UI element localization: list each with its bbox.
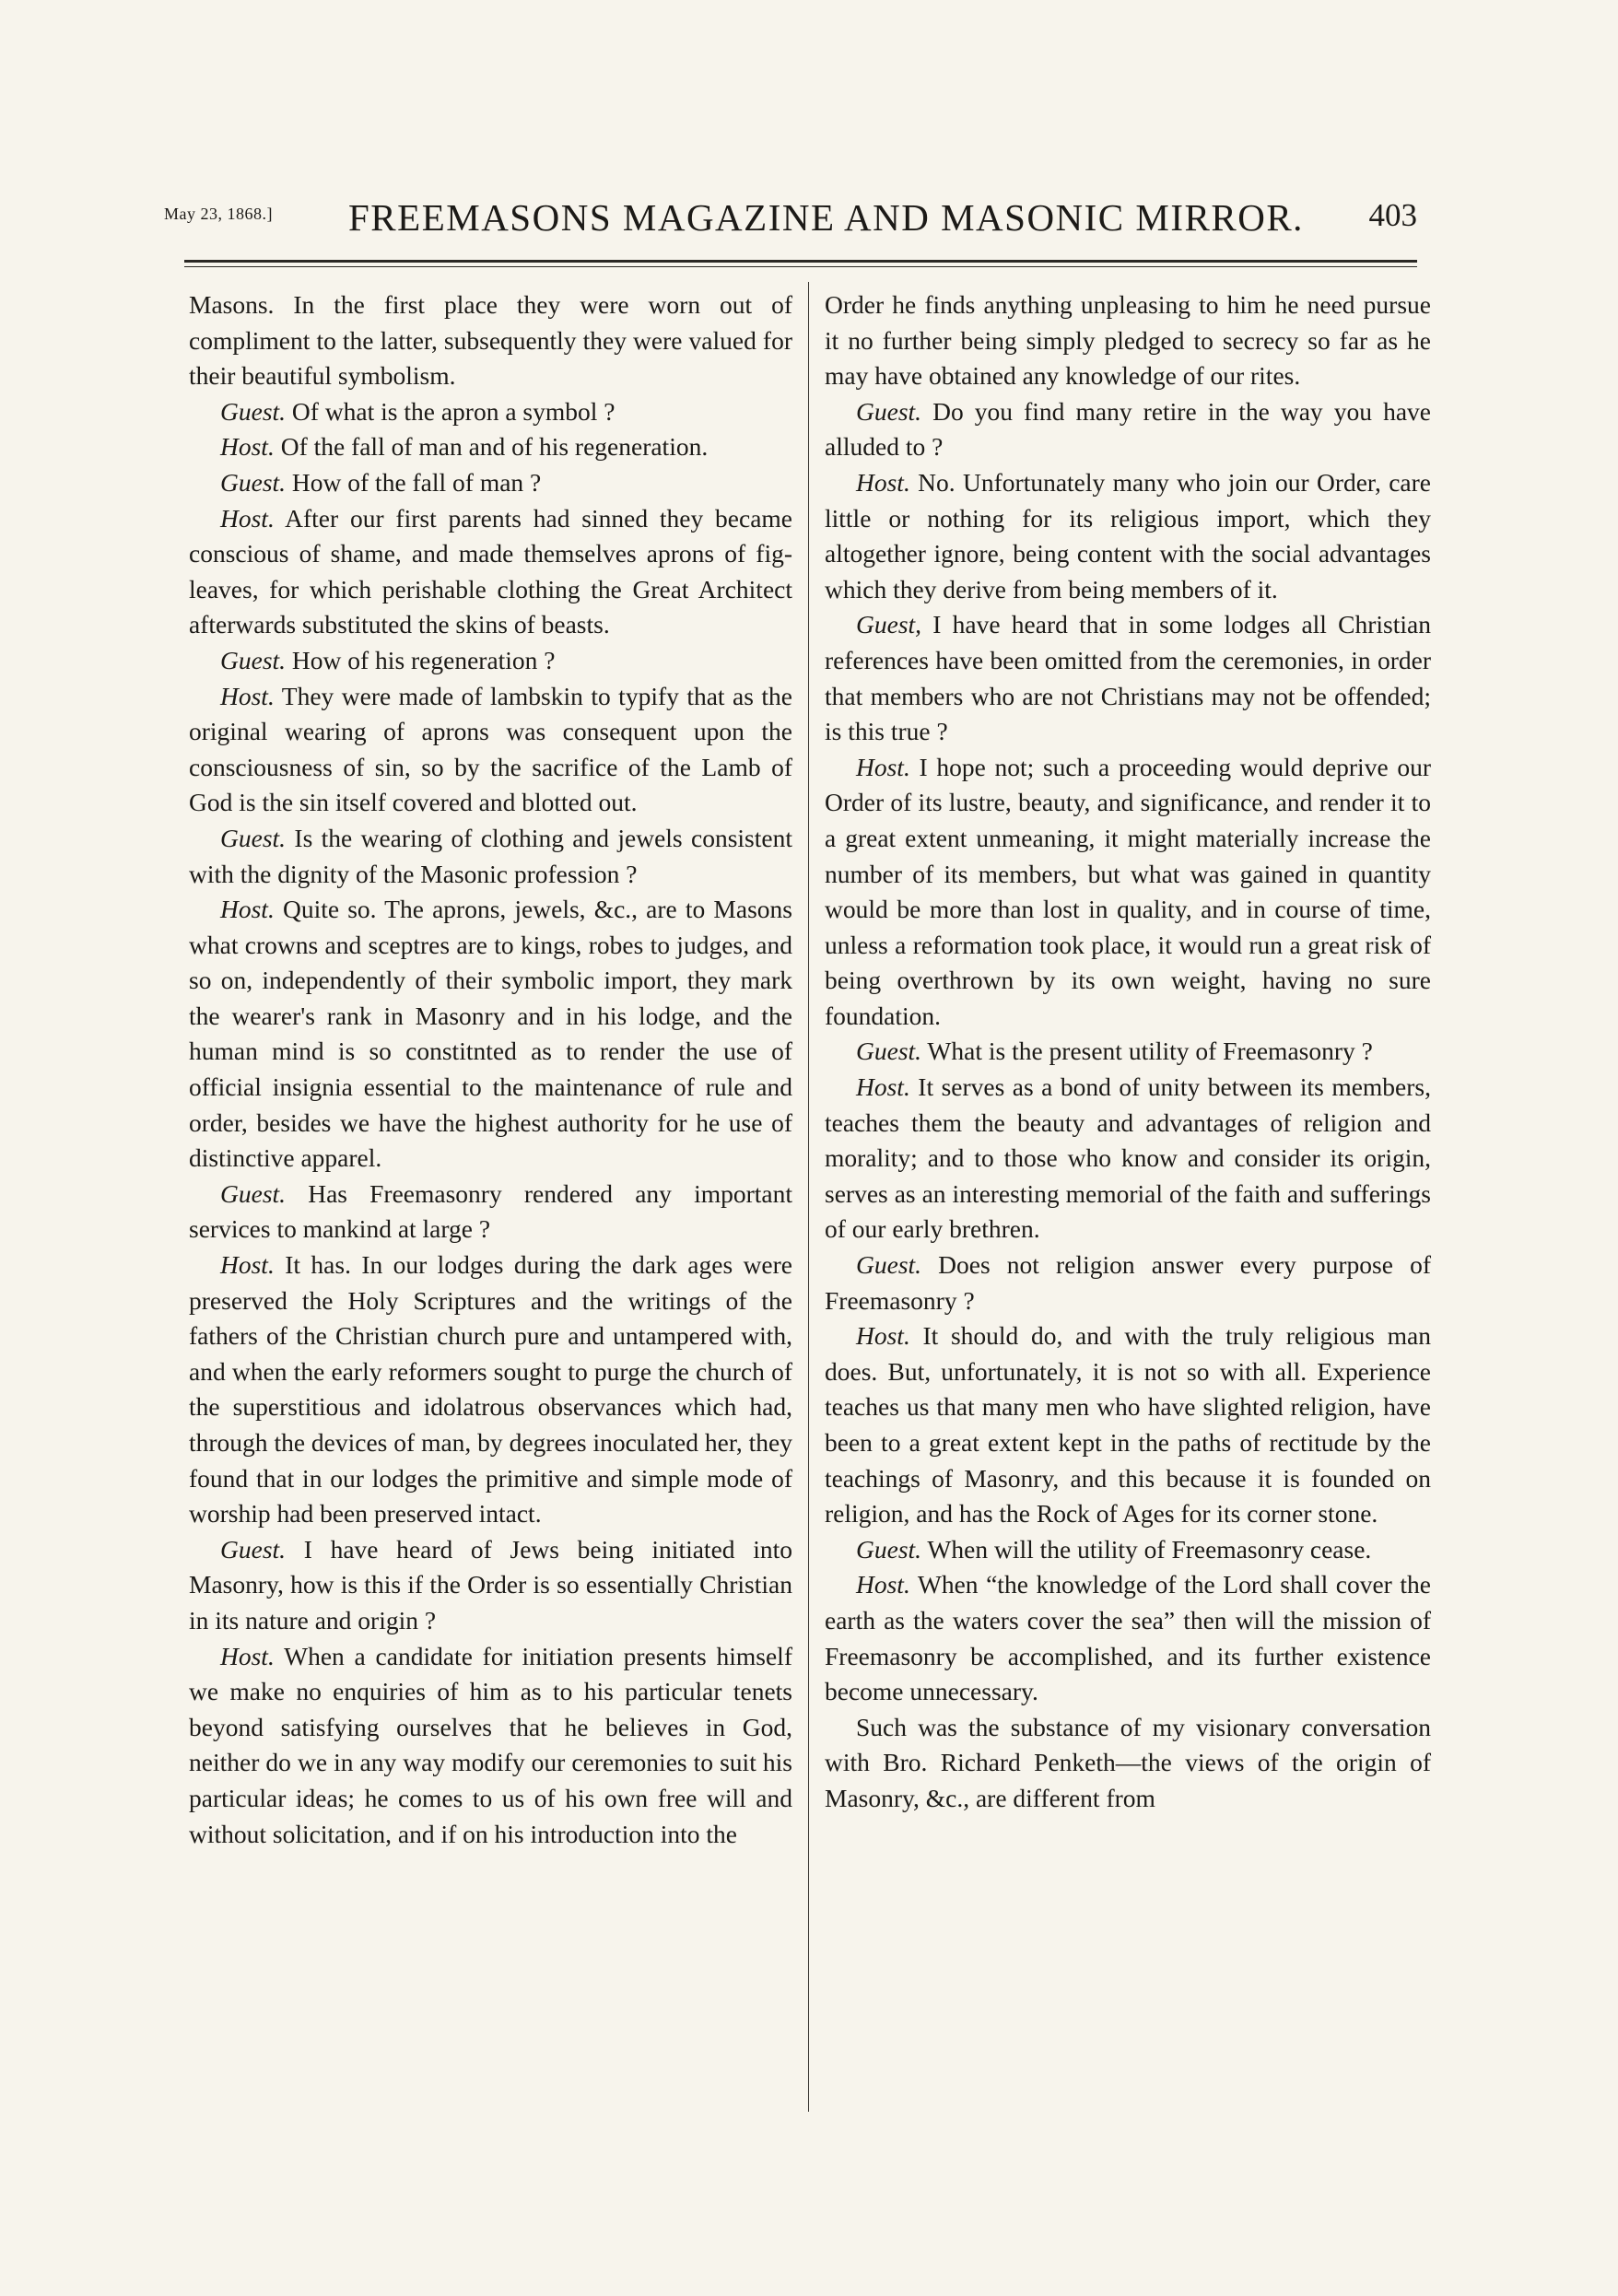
column-divider <box>808 282 809 2112</box>
dialogue-paragraph <box>189 1532 792 1639</box>
dialogue-paragraph <box>189 429 792 465</box>
paragraph-text: Of what is the apron a symbol ? <box>286 396 616 426</box>
dialogue-paragraph <box>825 465 1431 607</box>
speaker-label: Host. <box>856 1570 910 1599</box>
speaker-label: Guest, <box>856 610 922 639</box>
paragraph-text: It has. In our lodges during the dark ages were preserved the Holy Scriptures and the writings of the fathers of the Christian church pure and untampered with, and when the early reformers sought to purge the church of the superstitious and idolatrous observances which had, through the devices of man, by degrees inoculated her, they found that in our lodges the primitive and simple mode of worship had been preserved intact. <box>189 1250 792 1529</box>
dialogue-paragraph <box>825 394 1431 465</box>
page-header <box>164 195 1417 251</box>
dialogue-paragraph <box>825 1532 1431 1568</box>
paragraph-text: When will the utility of Freemasonry cease. <box>921 1534 1372 1564</box>
speaker-label: Guest. <box>220 1534 287 1564</box>
dialogue-paragraph <box>825 1248 1431 1318</box>
dialogue-paragraph <box>189 394 792 430</box>
left-column <box>189 287 792 1852</box>
paragraph-text: Of the fall of man and of his regeneration. <box>274 432 709 462</box>
speaker-label: Guest. <box>856 1534 922 1564</box>
speaker-label: Guest. <box>856 396 922 426</box>
speaker-label: Host. <box>220 681 275 710</box>
speaker-label: Host. <box>856 752 910 781</box>
dialogue-paragraph <box>189 287 792 394</box>
paragraph-text: When a candidate for initiation presents himself we make no enquiries of him as to his particular tenets beyond satisfying ourselves that he believes in God, neither do we in any way modify our ceremonies to suit his particular ideas; he comes to us of his own free will and without solicitation, and if on his introduction into the <box>189 1641 792 1848</box>
speaker-label: Host. <box>220 503 275 533</box>
dialogue-paragraph <box>825 287 1431 394</box>
dialogue-paragraph <box>825 1710 1431 1817</box>
paragraph-text: How of the fall of man ? <box>286 467 542 497</box>
speaker-label: Guest. <box>220 823 287 852</box>
speaker-label: Host. <box>220 432 275 462</box>
paragraph-text: They were made of lambskin to typify that as the original wearing of aprons was consequent upon the consciousness of sin, so by the sacrifice of the Lamb of God is the sin itself covered and blotted out. <box>189 681 792 817</box>
paragraph-text: After our first parents had sinned they became conscious of shame, and made themselves aprons of fig-leaves, for which perishable clothing the Great Architect afterwards substituted the skins of beasts. <box>189 503 792 639</box>
dialogue-paragraph <box>189 1248 792 1532</box>
paragraph-text: I have heard that in some lodges all Christian references have been omitted from the ceremonies, in order that members who are not Christians may not be offended; is this true ? <box>825 610 1431 746</box>
speaker-label: Guest. <box>856 1250 922 1280</box>
speaker-label: Host. <box>856 1072 910 1102</box>
speaker-label: Guest. <box>220 467 287 497</box>
paragraph-text: It serves as a bond of unity between its members, teaches them the beauty and advantages of religion and morality; and to those who know and consider its origin, serves as an interesting memorial of the faith and sufferings of our early brethren. <box>825 1072 1431 1244</box>
paragraph-text: Do you find many retire in the way you have alluded to ? <box>825 396 1431 462</box>
dialogue-paragraph <box>189 465 792 501</box>
paragraph-text: Quite so. The aprons, jewels, &c., are to Masons what crowns and sceptres are to kings, robes to judges, and so on, independently of their symbolic import, they mark the wearer's rank in Masonry and in his lodge, and the human mind is so constitnted as to render the use of official insignia essential to the maintenance of rule and order, besides we have the highest authority for he use of distinctive apparel. <box>189 895 792 1173</box>
paragraph-text: How of his regeneration ? <box>286 645 556 674</box>
dialogue-paragraph <box>189 679 792 821</box>
paragraph-text: Masons. In the first place they were worn out of compliment to the latter, subsequently they were valued for their beautiful symbolism. <box>189 290 792 391</box>
header-rule-thick <box>184 260 1417 263</box>
paragraph-text: Does not religion answer every purpose of Freemasonry ? <box>825 1250 1431 1315</box>
paragraph-text: I hope not; such a proceeding would deprive our Order of its lustre, beauty, and significance, and render it to a great extent unmeaning, it might materially increase the number of its members, but what was gained in quantity would be more than lost in quality, and in course of time, unless a reformation took place, it would run a great risk of being overthrown by its own weight, having no sure foundation. <box>825 752 1431 1030</box>
speaker-label: Host. <box>856 467 910 497</box>
right-column <box>825 287 1431 1817</box>
paragraph-text: Has Freemasonry rendered any important services to mankind at large ? <box>189 1178 792 1244</box>
speaker-label: Host. <box>856 1321 910 1351</box>
dialogue-paragraph <box>189 1177 792 1248</box>
dialogue-paragraph <box>189 821 792 892</box>
paragraph-text: Order he finds anything unpleasing to him he need pursue it no further being simply pledged to secrecy so far as he may have obtained any knowledge of our rites. <box>825 290 1431 391</box>
paragraph-text: Such was the substance of my visionary conversation with Bro. Richard Penketh—the views of the origin of Masonry, &c., are different from <box>825 1712 1431 1812</box>
speaker-label: Guest. <box>220 645 287 674</box>
dialogue-paragraph <box>825 1567 1431 1709</box>
page-number: 403 <box>1368 197 1417 233</box>
speaker-label: Guest. <box>220 396 287 426</box>
paragraph-text: Is the wearing of clothing and jewels consistent with the dignity of the Masonic profession ? <box>189 823 792 888</box>
speaker-label: Host. <box>220 1250 275 1280</box>
speaker-label: Guest. <box>856 1037 922 1066</box>
speaker-label: Host. <box>220 895 275 924</box>
issue-date: May 23, 1868.] <box>164 205 273 223</box>
dialogue-paragraph <box>825 1318 1431 1532</box>
paragraph-text: I have heard of Jews being initiated into Masonry, how is this if the Order is so essentially Christian in its nature and origin ? <box>189 1534 792 1634</box>
paragraph-text: No. Unfortunately many who join our Order, care little or nothing for its religious import, which they altogether ignore, being content with the social advantages which they derive from being members of it. <box>825 467 1431 603</box>
speaker-label: Host. <box>220 1641 275 1670</box>
speaker-label: Guest. <box>220 1178 287 1208</box>
publication-title: FREEMASONS MAGAZINE AND MASONIC MIRROR. <box>348 196 1304 239</box>
dialogue-paragraph <box>189 1639 792 1853</box>
dialogue-paragraph <box>825 1034 1431 1070</box>
dialogue-paragraph <box>189 501 792 643</box>
header-rule-thin <box>184 266 1417 267</box>
dialogue-paragraph <box>825 607 1431 749</box>
dialogue-paragraph <box>825 750 1431 1035</box>
paragraph-text: What is the present utility of Freemasonry ? <box>921 1037 1373 1066</box>
paragraph-text: It should do, and with the truly religious man does. But, unfortunately, it is not so with all. Experience teaches us that many men who have slighted religion, have been to a great extent kept in the paths of rectitude by the teachings of Masonry, and this because it is founded on religion, and has the Rock of Ages for its corner stone. <box>825 1321 1431 1529</box>
dialogue-paragraph <box>189 892 792 1177</box>
paragraph-text: When “the knowledge of the Lord shall cover the earth as the waters cover the sea” then will the mission of Freemasonry be accomplished, and its further existence become unnecessary. <box>825 1570 1431 1706</box>
dialogue-paragraph <box>189 643 792 679</box>
dialogue-paragraph <box>825 1070 1431 1248</box>
